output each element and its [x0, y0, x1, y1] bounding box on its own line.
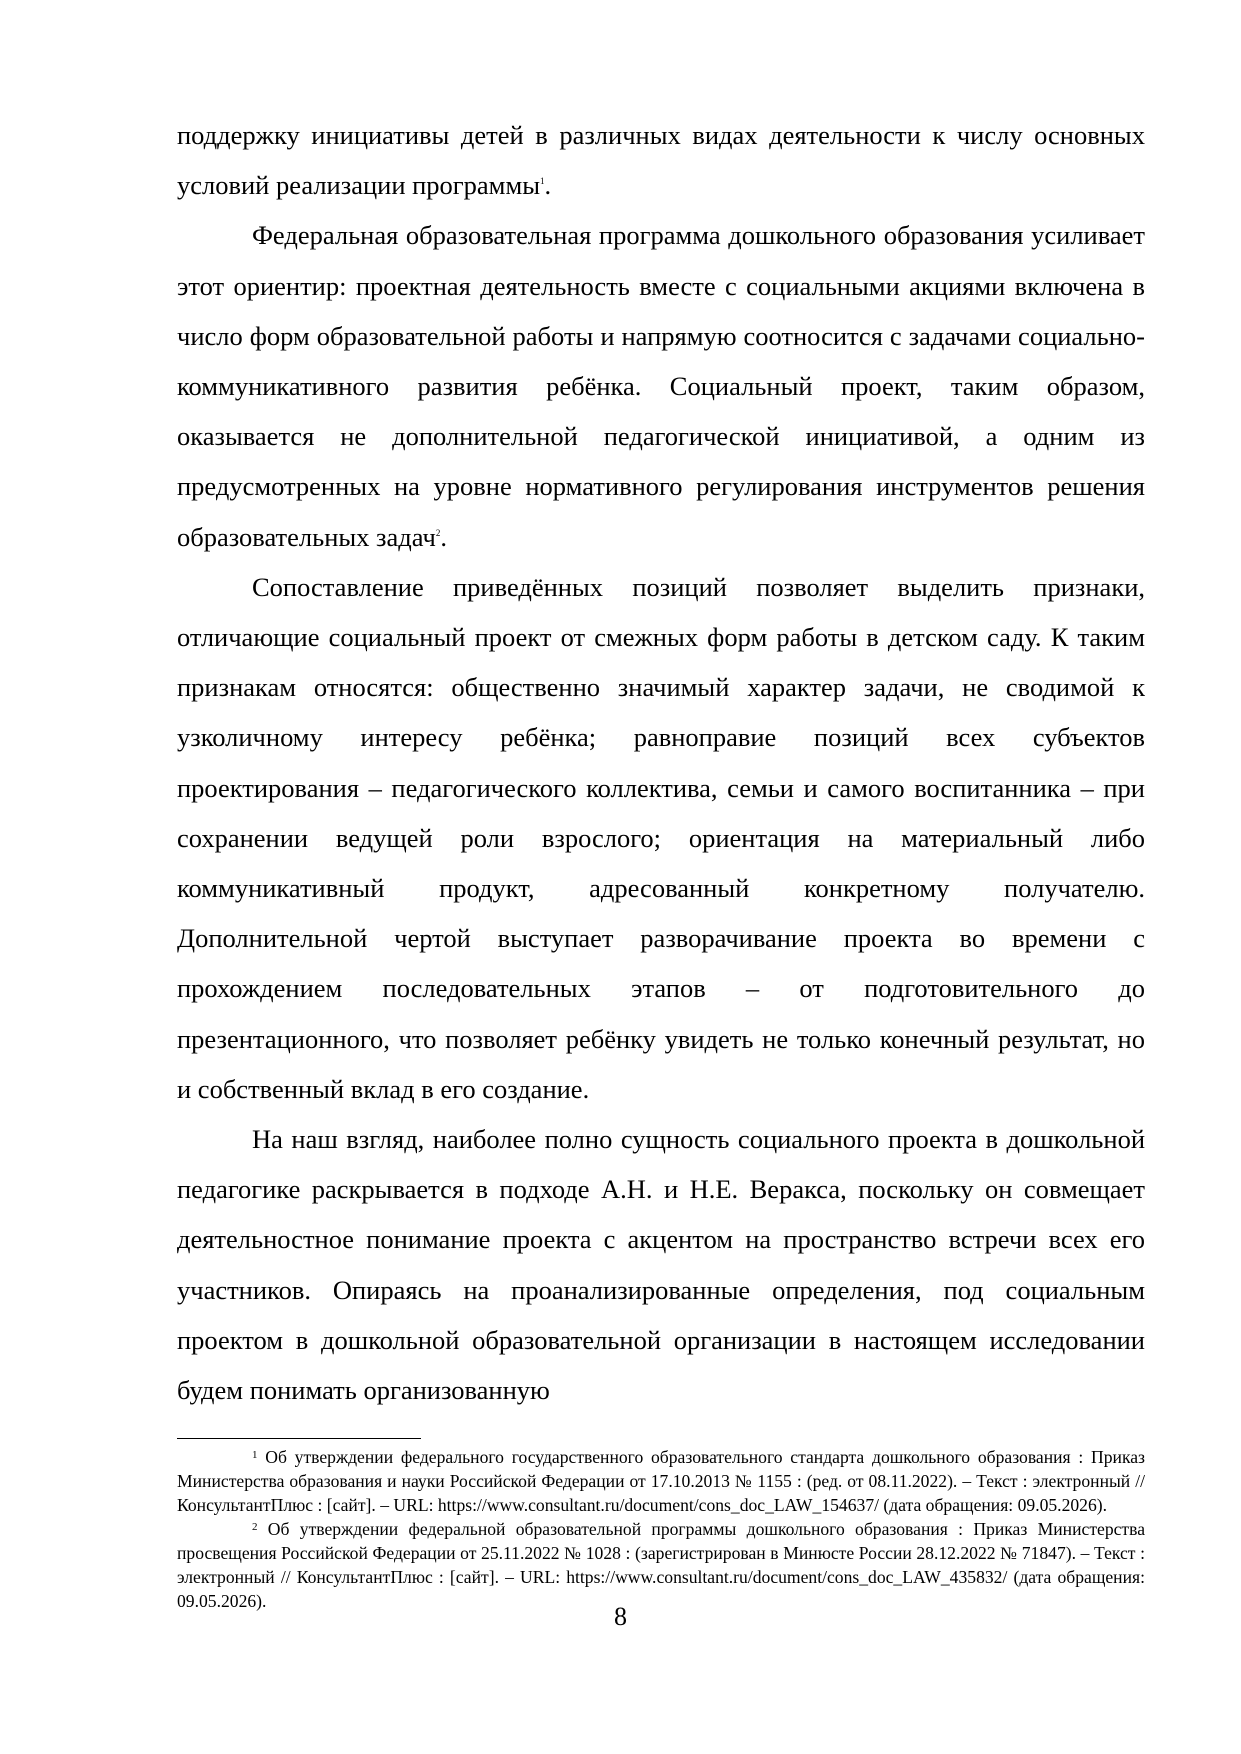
paragraph [177, 210, 1145, 561]
paragraph-text: Сопоставление приведённых позиций позволяет выделить признаки, отличающие социальный проект от смежных форм работы в детском саду. К таким признакам относятся: общественно значимый характер задачи, не сводимой к узколичному интересу ребёнка; равноправие позиций всех субъектов проектирования – педагогического коллектива, семьи и самого воспитанника – при сохранении ведущей роли взрослого; ориентация на материальный либо коммуникативный продукт, адресованный конкретному получателю. Дополнительной чертой выступает разворачивание проекта во времени с прохождением последовательных этапов – от подготовительного до презентационного, что позволяет ребёнку увидеть не только конечный результат, но и собственный вклад в его создание. [177, 571, 1145, 1104]
document-page [177, 110, 1145, 1415]
paragraph-text: поддержку инициативы детей в различных видах деятельности к числу основных условий реализации программы [177, 120, 1145, 201]
footnote-reference[interactable]: 2 [435, 527, 441, 538]
footnote [177, 1517, 1145, 1613]
paragraph [177, 562, 1145, 1114]
footnote-reference[interactable]: 1 [540, 176, 545, 187]
paragraph-tail: . [440, 521, 447, 552]
footnote-text: Об утверждении федеральной образовательной программы дошкольного образования : Приказ Министерства просвещения Российской Федерации от 25.11.2022 № 1028 : (зарегистрирован в Минюсте России 28.12.2022 № 71847). – Текст : электронный // КонсультантПлюс : [сайт]. – URL: https://www.consultant.ru/document/cons_doc_LAW_435832/ (дата обращения: 09.05.2026). [177, 1519, 1145, 1611]
paragraph-text: Федеральная образовательная программа дошкольного образования усиливает этот ориентир: проектная деятельность вместе с социальными акциями включена в число форм образовательной работы и напрямую соотносится с задачами социально-коммуникативного развития ребёнка. Социальный проект, таким образом, оказывается не дополнительной педагогической инициативой, а одним из предусмотренных на уровне нормативного регулирования инструментов решения образовательных задач [177, 220, 1145, 552]
paragraph-text: На наш взгляд, наиболее полно сущность социального проекта в дошкольной педагогике раскрывается в подходе А.Н. и Н.Е. Веракса, поскольку он совмещает деятельностное понимание проекта с акцентом на пространство встречи всех его участников. Опираясь на проанализированные определения, под социальным проектом в дошкольной образовательной организации в настоящем исследовании будем понимать организованную [177, 1124, 1145, 1406]
footnote-number: 2 [252, 1521, 258, 1533]
footnote [177, 1445, 1145, 1517]
footnote-separator [177, 1438, 421, 1439]
footnote-text: Об утверждении федерального государственного образовательного стандарта дошкольного образования : Приказ Министерства образования и науки Российской Федерации от 17.10.2013 № 1155 : (ред. от 08.11.2022). – Текст : электронный // КонсультантПлюс : [сайт]. – URL: https://www.consultant.ru/document/cons_doc_LAW_154637/ (дата обращения: 09.05.2026). [177, 1447, 1145, 1515]
paragraph [177, 1114, 1145, 1415]
footnote-number: 1 [252, 1449, 258, 1461]
page-number: 8 [614, 1602, 627, 1631]
paragraph-continuation [177, 110, 1145, 210]
paragraph-tail: . [544, 170, 552, 201]
footnotes [177, 1445, 1145, 1613]
body-text [177, 110, 1145, 1415]
